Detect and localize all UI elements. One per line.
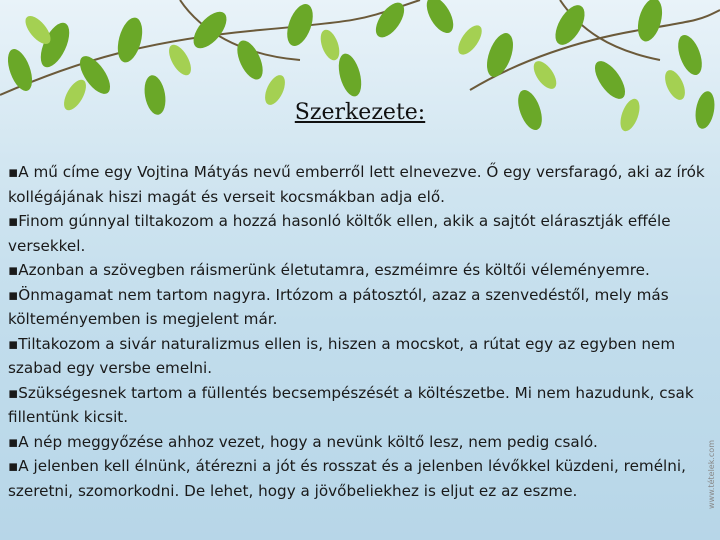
slide-title: Szerkezete:: [294, 100, 426, 125]
bullet-item: ▪A nép meggyőzése ahhoz vezet, hogy a nevünk költő lesz, nem pedig csaló.: [8, 432, 598, 451]
bullet-item: ▪A jelenben kell élnünk, átérezni a jót és rosszat és a jelenben lévőkkel küzdeni, remélni, szeretni, szomorkodni. De lehet, hogy a jövőbeliekhez is eljut ez az eszme.: [8, 457, 686, 500]
bullet-item: ▪Azonban a szövegben ráismerünk életutamra, eszméimre és költői véleményemre.: [8, 261, 650, 279]
bullet-item: ▪Tiltakozom a sivár naturalizmus ellen is, hiszen a mocskot, a rútat egy az egyben nem szabad egy versbe emelni.: [8, 334, 676, 377]
watermark: www.tételek.com: [707, 440, 716, 509]
bullet-item: ▪A mű címe egy Vojtina Mátyás nevű emberről lett elnevezve. Ő egy versfaragó, aki az írók kollégájának hiszi magát és verseit kocsmákban adja elő.: [8, 163, 705, 206]
bullet-list: [8, 160, 708, 503]
bullet-item: ▪Önmagamat nem tartom nagyra. Irtózom a pátosztól, azaz a szenvedéstől, mely más költeményemben is megjelent már.: [8, 285, 669, 328]
leaves-decoration: [0, 0, 720, 150]
bullet-item: ▪Finom gúnnyal tiltakozom a hozzá hasonló költők ellen, akik a sajtót elárasztják efféle versekkel.: [8, 212, 671, 255]
bullet-item: ▪Szükségesnek tartom a füllentés becsempészését a költészetbe. Mi nem hazudunk, csak fillentünk kicsit.: [8, 383, 694, 426]
